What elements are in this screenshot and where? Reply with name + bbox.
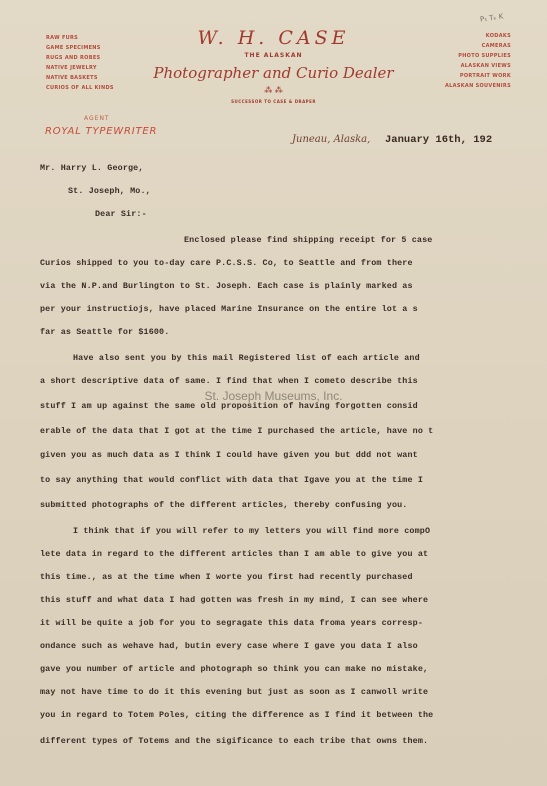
pencil-annotation: P₁ Tₖ K <box>479 12 504 24</box>
agent-label: AGENT <box>84 115 110 122</box>
letterhead-ornament: ⁂ ⁂ <box>264 86 283 95</box>
service-item: CAMERAS <box>481 43 511 49</box>
service-item: ALASKAN SOUVENIRS <box>445 83 511 89</box>
body-line: gave you number of article and photograph so think you can make no mistake, <box>40 664 429 674</box>
body-line: stuff I am up against the same old proposition of having forgotten consid <box>40 401 418 411</box>
body-line: this time., as at the time when I worte you first had recently purchased <box>40 572 413 582</box>
body-line: it will be quite a job for you to segragate this data froma years corresp- <box>40 618 424 628</box>
body-line: given you as much data as I think I could have given you but ddd not want <box>40 450 418 460</box>
addressee: Mr. Harry L. George, <box>40 163 144 173</box>
service-item: ALASKAN VIEWS <box>460 63 511 69</box>
letterhead-successor: SUCCESSOR TO CASE & DRAPER <box>231 99 316 104</box>
letterhead-alaskan: THE ALASKAN <box>244 52 303 59</box>
service-item: PORTRAIT WORK <box>459 73 511 79</box>
body-line: Have also sent you by this mail Registered list of each article and <box>73 353 420 363</box>
letterhead-name: W. H. CASE <box>197 27 350 49</box>
body-line: erable of the data that I got at the time I purchased the article, have no t <box>40 426 434 436</box>
body-line: may not have time to do it this evening but just as soon as I canwoll write <box>40 687 429 697</box>
service-item: NATIVE JEWELRY <box>46 65 97 71</box>
service-item: GAME SPECIMENS <box>46 45 101 51</box>
museum-watermark: St. Joseph Museums, Inc. <box>204 389 343 403</box>
body-line: Enclosed please find shipping receipt for 5 case <box>184 235 433 245</box>
body-line: via the N.P.and Burlington to St. Joseph. Each case is plainly marked as <box>40 281 413 291</box>
body-line: Curios shipped to you to-day care P.C.S.S. Co, to Seattle and from there <box>40 258 413 268</box>
letter-place: Juneau, Alaska, <box>292 134 371 145</box>
body-line: a short descriptive data of same. I find that when I cometo describe this <box>40 376 418 386</box>
body-line: different types of Totems and the sigificance to each tribe that owns them. <box>40 736 429 746</box>
body-line: to say anything that would conflict with data that Igave you at the time I <box>40 475 424 485</box>
body-line: I think that if you will refer to my letters you will find more compO <box>73 526 431 536</box>
letter-date: January 16th, 192 <box>385 134 493 146</box>
royal-typewriter-label: ROYAL TYPEWRITER <box>45 126 158 137</box>
service-item: NATIVE BASKETS <box>46 75 98 81</box>
body-line: you in regard to Totem Poles, citing the difference as I find it between the <box>40 710 434 720</box>
body-line: lete data in regard to the different articles than I am able to give you at <box>40 549 429 559</box>
body-line: per your instructiojs, have placed Marine Insurance on the entire lot a s <box>40 304 418 314</box>
body-line: far as Seattle for $1600. <box>40 327 170 337</box>
body-line: this stuff and what data I had gotten was fresh in my mind, I can see where <box>40 595 429 605</box>
service-item: KODAKS <box>485 33 511 39</box>
body-line: submitted photographs of the different articles, thereby confusing you. <box>40 500 408 510</box>
address-city: St. Joseph, Mo., <box>68 186 151 196</box>
service-item: PHOTO SUPPLIES <box>458 53 511 59</box>
salutation: Dear Sir:- <box>95 209 147 219</box>
service-item: RAW FURS <box>46 35 79 41</box>
letterhead-title: Photographer and Curio Dealer <box>153 64 394 82</box>
service-item: CURIOS OF ALL KINDS <box>46 85 114 91</box>
body-line: ondance such as wehave had, butin every case where I gave you data I also <box>40 641 418 651</box>
service-item: RUGS AND ROBES <box>46 55 101 61</box>
